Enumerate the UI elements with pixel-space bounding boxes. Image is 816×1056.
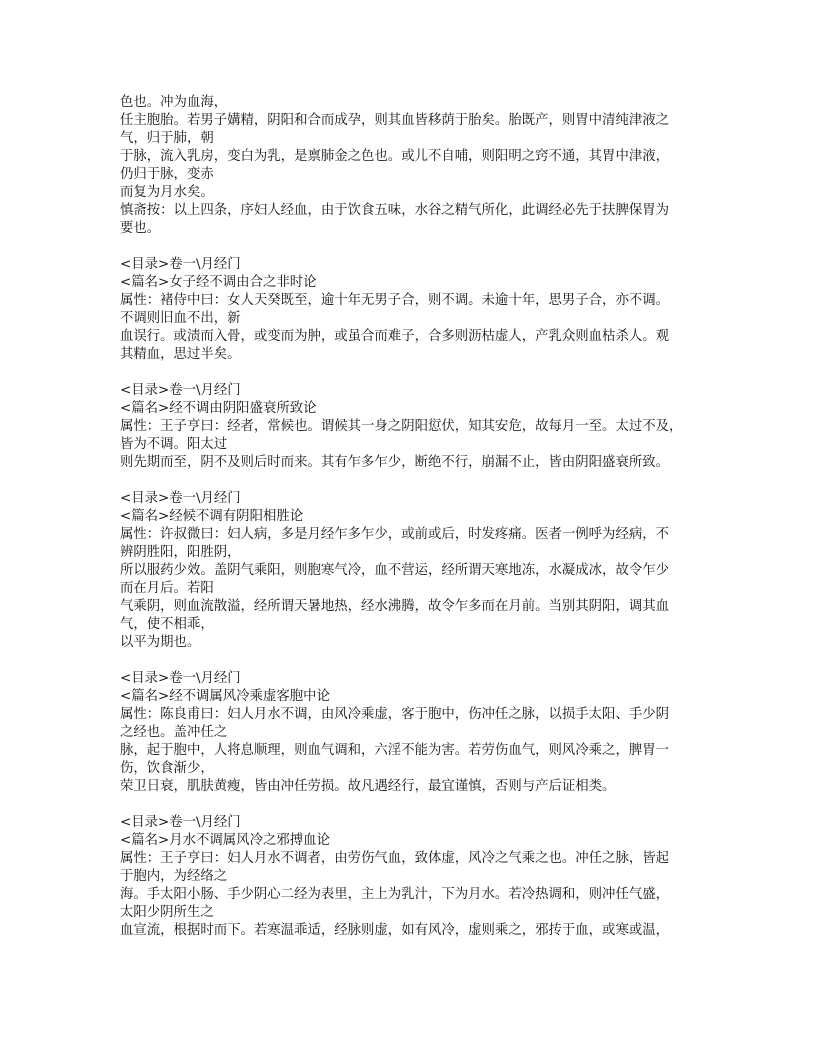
text-line: 任主胞胎。若男子媾精，阴阳和合而成孕，则其血皆移荫于胎矣。胎既产，则胃中清纯津液之 <box>120 113 670 128</box>
text-line: 其精血，思过半矣。 <box>120 347 241 362</box>
section-title: <篇名>女子经不调由合之非时论 <box>120 275 317 290</box>
text-line: 之经也。盖冲任之 <box>120 725 228 740</box>
text-line: 荣卫日衰，肌肤黄瘦，皆由冲任劳损。故凡遇经行，最宜谨慎，否则与产后证相类。 <box>120 779 616 794</box>
intro-paragraph <box>120 94 704 238</box>
section-title: <篇名>经候不调有阴阳相胜论 <box>120 509 304 524</box>
text-line: 伤，饮食渐少， <box>120 761 214 776</box>
section-catalog: <目录>卷一\月经门 <box>120 815 241 830</box>
section-3 <box>120 490 704 652</box>
section-4 <box>120 670 704 796</box>
section-catalog: <目录>卷一\月经门 <box>120 257 241 272</box>
paragraph-gap <box>120 652 704 670</box>
section-title: <篇名>经不调属风冷乘虚客胞中论 <box>120 689 330 704</box>
text-line: 血宣流，根据时而下。若寒温乖适，经脉则虚，如有风冷，虚则乘之，邪抟于血，或寒或温， <box>120 923 670 938</box>
paragraph-gap <box>120 364 704 382</box>
text-line: 则先期而至，阴不及则后时而来。其有乍多乍少，断绝不行，崩漏不止，皆由阴阳盛衰所致。 <box>120 455 670 470</box>
text-line: 属性：王子亨曰：妇人月水不调者，由劳伤气血，致体虚，风冷之气乘之也。冲任之脉，皆起 <box>120 851 670 866</box>
document-page <box>120 94 704 940</box>
text-line: 慎斋按：以上四条，序妇人经血，由于饮食五味，水谷之精气所化，此调经必先于扶脾保胃为 <box>120 203 670 218</box>
section-catalog: <目录>卷一\月经门 <box>120 671 241 686</box>
text-line: 属性：褚侍中曰：女人天癸既至，逾十年无男子合，则不调。未逾十年，思男子合，亦不调。 <box>120 293 670 308</box>
text-line: 所以服药少效。盖阴气乘阳，则胞寒气冷，血不营运，经所谓天寒地冻，水凝成冰，故令乍少 <box>120 563 670 578</box>
text-line: 属性：王子亨曰：经者，常候也。谓候其一身之阴阳愆伏，知其安危，故每月一至。太过不及， <box>120 419 683 434</box>
text-line: 仍归于脉，变赤 <box>120 167 214 182</box>
section-title: <篇名>月水不调属风冷之邪搏血论 <box>120 833 330 848</box>
text-line: 要也。 <box>120 221 161 236</box>
text-line: 不调则旧血不出，新 <box>120 311 241 326</box>
text-line: 辨阴胜阳，阳胜阴， <box>120 545 241 560</box>
text-line: 太阳少阴所生之 <box>120 905 214 920</box>
text-line: 于胞内，为经络之 <box>120 869 228 884</box>
text-line: 而在月后。若阳 <box>120 581 214 596</box>
paragraph-gap <box>120 238 704 256</box>
text-line: 气，归于肺，朝 <box>120 131 214 146</box>
text-line: 以平为期也。 <box>120 635 201 650</box>
text-line: 气，使不相乖， <box>120 617 214 632</box>
text-line: 色也。冲为血海， <box>120 95 228 110</box>
text-line: 皆为不调。阳太过 <box>120 437 228 452</box>
paragraph-gap <box>120 796 704 814</box>
section-2 <box>120 382 704 472</box>
section-1 <box>120 256 704 364</box>
text-line: 而复为月水矣。 <box>120 185 214 200</box>
section-catalog: <目录>卷一\月经门 <box>120 383 241 398</box>
text-line: 于脉，流入乳房，变白为乳，是禀肺金之色也。或儿不自哺，则阳明之窍不通，其胃中津液， <box>120 149 670 164</box>
section-catalog: <目录>卷一\月经门 <box>120 491 241 506</box>
text-line: 属性：陈良甫曰：妇人月水不调，由风冷乘虚，客于胞中，伤冲任之脉，以损手太阳、手少阴 <box>120 707 670 722</box>
section-5 <box>120 814 704 940</box>
text-line: 脉，起于胞中，人将息顺理，则血气调和，六淫不能为害。若劳伤血气，则风冷乘之，脾胃一 <box>120 743 670 758</box>
text-line: 血误行。或渍而入骨，或变而为肿，或虽合而难子，合多则沥枯虚人，产乳众则血枯杀人。观 <box>120 329 670 344</box>
paragraph-gap <box>120 472 704 490</box>
section-title: <篇名>经不调由阴阳盛衰所致论 <box>120 401 317 416</box>
text-line: 气乘阴，则血流散溢，经所谓天暑地热，经水沸腾，故令乍多而在月前。当别其阴阳，调其血 <box>120 599 670 614</box>
text-line: 属性：许叔微曰：妇人病，多是月经乍多乍少，或前或后，时发疼痛。医者一例呼为经病，不 <box>120 527 670 542</box>
text-line: 海。手太阳小肠、手少阴心二经为表里，主上为乳汁，下为月水。若冷热调和，则冲任气盛， <box>120 887 670 902</box>
